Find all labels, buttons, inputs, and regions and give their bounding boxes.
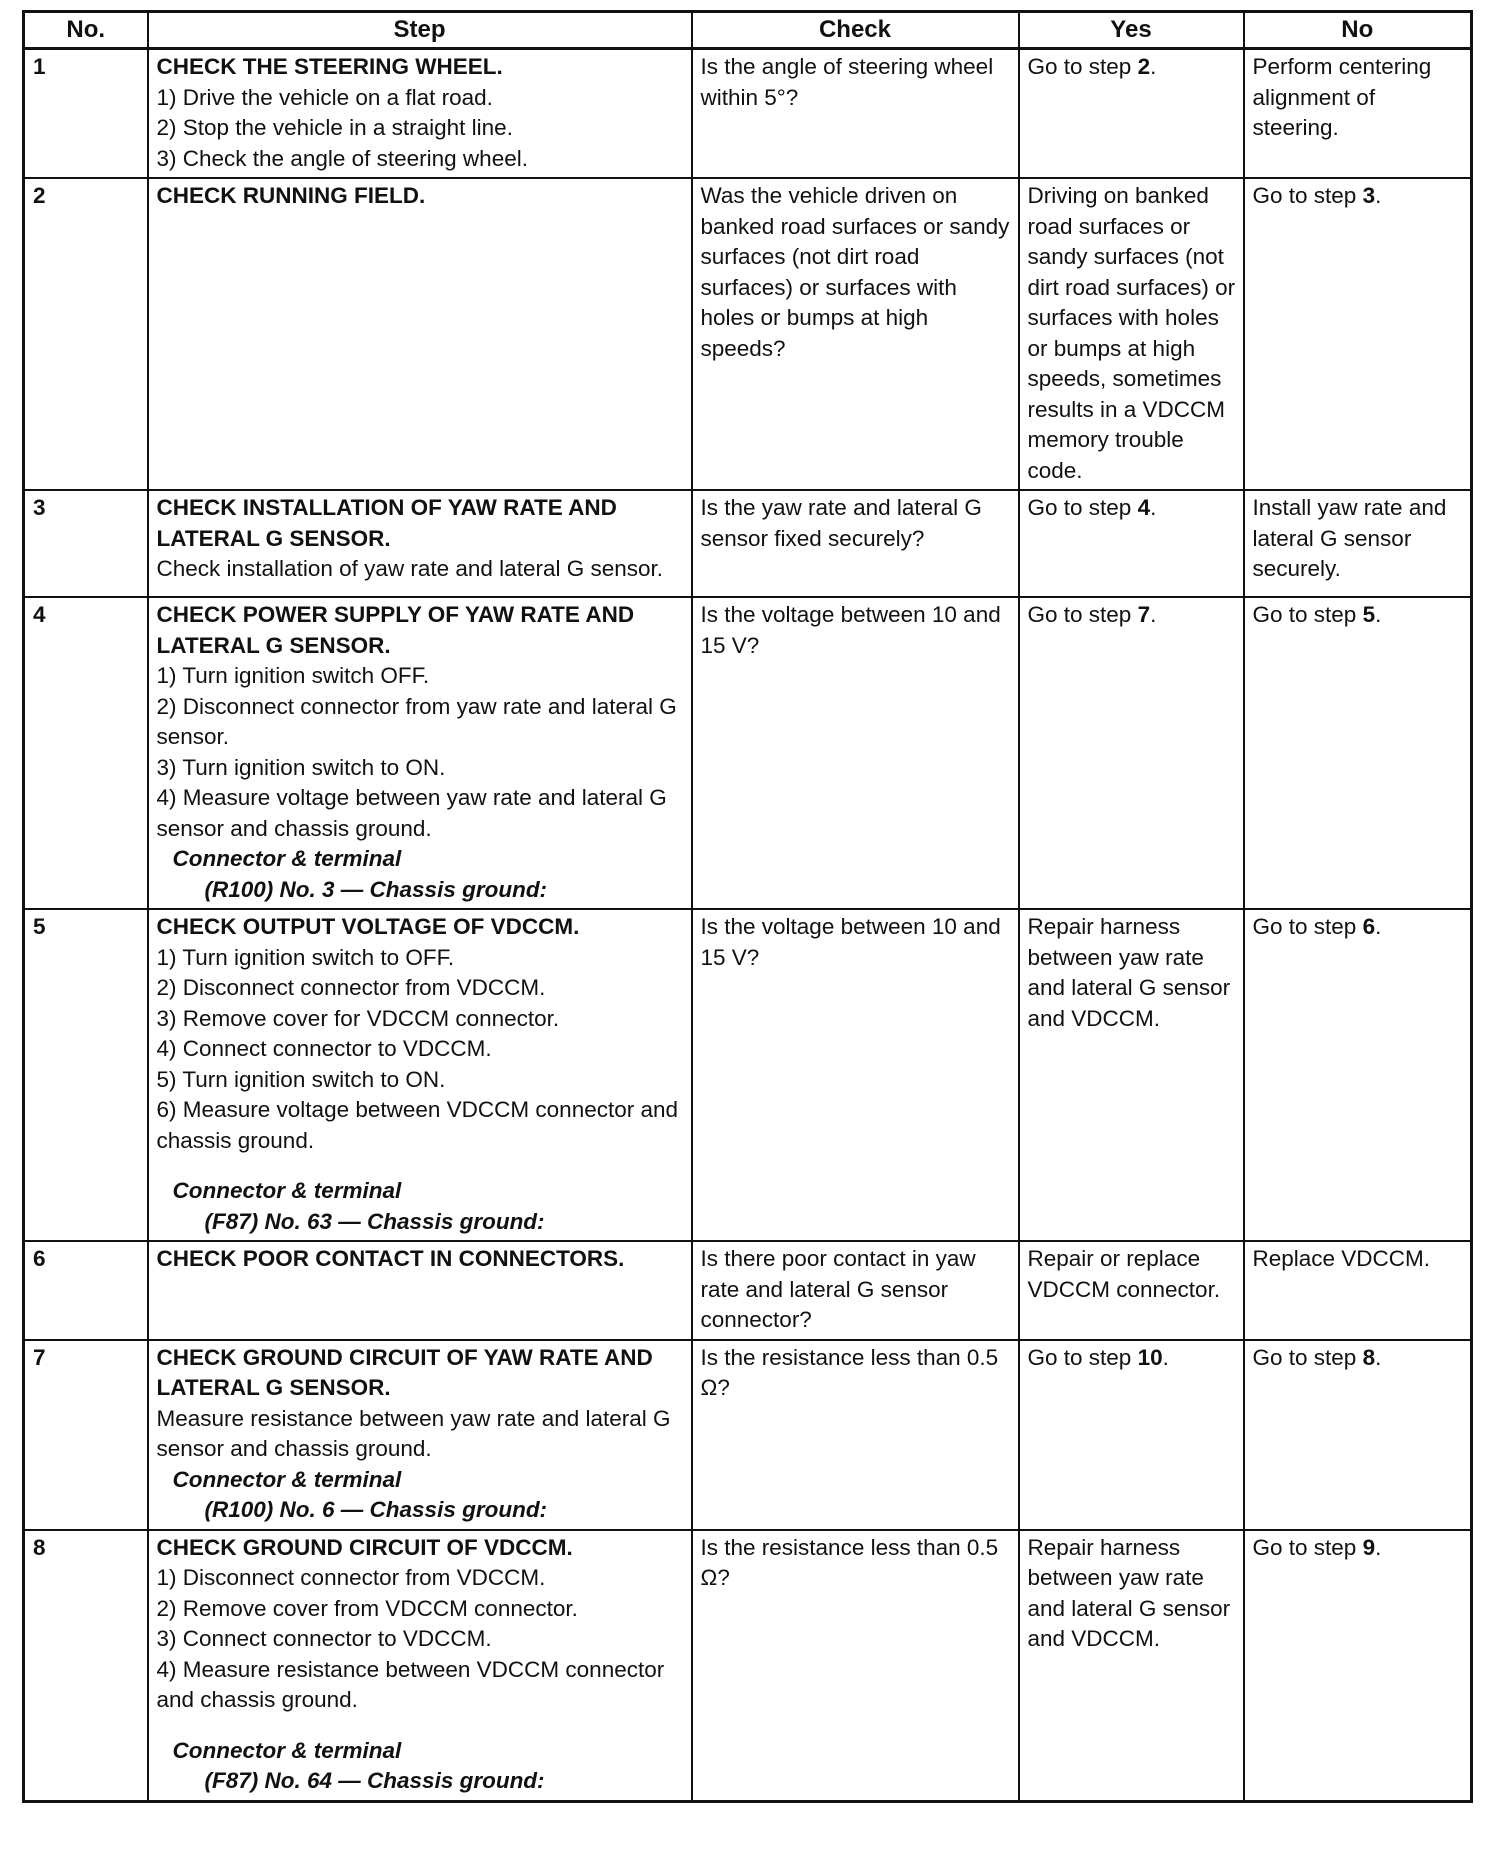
header-step: Step [148,12,692,49]
result-text: Go to step [1252,1534,1363,1560]
step-instruction: 3) Turn ignition switch to ON. [156,754,446,780]
step-instruction: 4) Measure resistance between VDCCM connector and chassis ground. [156,1656,665,1712]
header-no: No. [24,12,148,49]
result-text: Repair or replace VDCCM connector. [1027,1246,1221,1302]
step-instruction: 1) Turn ignition switch OFF. [156,663,430,688]
step-cell [148,49,692,179]
step-reference: 5 [1362,602,1376,627]
no-result [1244,49,1472,179]
step-title: CHECK INSTALLATION OF YAW RATE AND LATERAL G SENSOR. [156,495,617,551]
result-text: Repair harness between yaw rate and lateral G sensor and VDCCM. [1027,914,1231,1031]
table-row [24,597,1472,909]
step-title: CHECK OUTPUT VOLTAGE OF VDCCM. [156,914,580,939]
result-text: Go to step [1252,1344,1363,1370]
table-row [24,909,1472,1241]
step-cell [148,178,692,490]
step-reference: 7 [1137,602,1151,627]
table-row [24,49,1472,179]
table-row [24,178,1472,490]
yes-result [1019,178,1244,490]
header-no-answer: No [1244,12,1472,49]
no-result [1244,1530,1472,1802]
result-text: Go to step [1027,495,1138,520]
result-text: Go to step [1252,183,1363,208]
result-text: Replace VDCCM. [1252,1246,1431,1271]
step-instruction: 2) Stop the vehicle in a straight line. [156,115,513,140]
step-instruction: 3) Connect connector to VDCCM. [156,1626,492,1651]
step-number: 3 [24,490,148,597]
table-header [24,12,1472,49]
step-instruction: 1) Disconnect connector from VDCCM. [156,1565,546,1590]
step-instruction: 5) Turn ignition switch to ON. [156,1066,446,1092]
step-instruction: Measure resistance between yaw rate and lateral G sensor and chassis ground. [156,1405,671,1461]
step-instruction: 1) Drive the vehicle on a flat road. [156,84,493,110]
check-question: Is there poor contact in yaw rate and lateral G sensor connector? [692,1241,1019,1340]
step-instruction: 3) Remove cover for VDCCM connector. [156,1005,560,1031]
step-number: 6 [24,1241,148,1340]
diagnostic-table [22,10,1473,1803]
table-row [24,1340,1472,1530]
terminal-spec: (F87) No. 64 — Chassis ground: [204,1768,545,1793]
step-cell [148,909,692,1241]
yes-result [1019,490,1244,597]
step-number: 4 [24,597,148,909]
result-text: Go to step [1252,914,1363,939]
step-cell [148,490,692,597]
yes-result [1019,1340,1244,1530]
check-question: Is the angle of steering wheel within 5°? [692,49,1019,179]
step-title: CHECK THE STEERING WHEEL. [156,54,503,79]
step-instruction: 1) Turn ignition switch to OFF. [156,944,455,970]
no-result [1244,1241,1472,1340]
result-text: Go to step [1252,602,1363,627]
spacer [157,1156,685,1176]
result-suffix: . [1150,54,1157,79]
result-text: Perform centering alignment of steering. [1252,54,1432,140]
step-instruction: 3) Check the angle of steering wheel. [156,145,528,171]
connector-label: Connector & terminal [172,1178,402,1203]
step-number: 2 [24,178,148,490]
yes-result [1019,909,1244,1241]
no-result [1244,1340,1472,1530]
check-question: Is the voltage between 10 and 15 V? [692,909,1019,1241]
yes-result [1019,49,1244,179]
result-suffix: . [1375,183,1382,208]
no-result [1244,597,1472,909]
step-cell [148,597,692,909]
result-suffix: . [1150,602,1157,627]
connector-label: Connector & terminal [172,1466,402,1492]
terminal-spec: (R100) No. 6 — Chassis ground: [204,1497,548,1522]
terminal-spec: (F87) No. 63 — Chassis ground: [204,1208,545,1234]
check-question: Is the yaw rate and lateral G sensor fixed securely? [692,490,1019,597]
step-instruction: 6) Measure voltage between VDCCM connector and chassis ground. [156,1097,679,1153]
result-suffix: . [1162,1344,1169,1370]
step-reference: 10 [1137,1344,1163,1370]
step-number: 7 [24,1340,148,1530]
step-cell [148,1530,692,1802]
result-suffix: . [1375,1344,1382,1370]
check-question: Is the voltage between 10 and 15 V? [692,597,1019,909]
step-reference: 3 [1362,183,1376,208]
result-text: Go to step [1027,602,1138,627]
terminal-spec: (R100) No. 3 — Chassis ground: [204,876,548,902]
table-row [24,490,1472,597]
result-text: Repair harness between yaw rate and lateral G sensor and VDCCM. [1027,1534,1231,1651]
no-result [1244,178,1472,490]
step-title: CHECK GROUND CIRCUIT OF YAW RATE AND LATERAL G SENSOR. [156,1344,653,1400]
step-title: CHECK GROUND CIRCUIT OF VDCCM. [156,1534,573,1560]
connector-label: Connector & terminal [172,1737,402,1763]
result-text: Go to step [1027,1344,1138,1370]
step-instruction: 2) Remove cover from VDCCM connector. [156,1595,578,1621]
step-number: 1 [24,49,148,179]
step-instruction: 4) Connect connector to VDCCM. [156,1036,492,1061]
step-title: CHECK POWER SUPPLY OF YAW RATE AND LATERAL G SENSOR. [156,602,635,658]
no-result [1244,909,1472,1241]
step-instruction: 4) Measure voltage between yaw rate and lateral G sensor and chassis ground. [156,785,667,841]
step-instruction: 2) Disconnect connector from VDCCM. [156,975,546,1000]
yes-result [1019,597,1244,909]
connector-label: Connector & terminal [172,846,402,871]
step-reference: 9 [1362,1534,1376,1560]
step-cell [148,1241,692,1340]
check-question: Was the vehicle driven on banked road surfaces or sandy surfaces (not dirt road surfaces) or surfaces with holes or bumps at high speeds? [692,178,1019,490]
result-text: Go to step [1027,54,1138,79]
header-check: Check [692,12,1019,49]
spacer [157,1716,685,1736]
table-body [24,49,1472,1802]
table-row [24,1241,1472,1340]
result-suffix: . [1375,914,1382,939]
result-suffix: . [1150,495,1157,520]
table-row [24,1530,1472,1802]
step-title: CHECK POOR CONTACT IN CONNECTORS. [156,1246,625,1271]
step-reference: 8 [1362,1344,1376,1370]
step-instruction: 2) Disconnect connector from yaw rate and lateral G sensor. [156,693,677,749]
step-title: CHECK RUNNING FIELD. [156,183,426,208]
result-suffix: . [1375,602,1382,627]
step-cell [148,1340,692,1530]
check-question: Is the resistance less than 0.5 Ω? [692,1530,1019,1802]
step-reference: 4 [1137,495,1151,520]
no-result [1244,490,1472,597]
header-yes: Yes [1019,12,1244,49]
yes-result [1019,1241,1244,1340]
result-text: Driving on banked road surfaces or sandy surfaces (not dirt road surfaces) or surfaces with holes or bumps at high speeds, sometimes results in a VDCCM memory trouble code. [1027,183,1236,483]
result-text: Install yaw rate and lateral G sensor securely. [1252,495,1447,581]
result-suffix: . [1375,1534,1382,1560]
step-reference: 2 [1137,54,1151,79]
step-number: 8 [24,1530,148,1802]
check-question: Is the resistance less than 0.5 Ω? [692,1340,1019,1530]
yes-result [1019,1530,1244,1802]
step-instruction: Check installation of yaw rate and lateral G sensor. [156,556,664,581]
step-reference: 6 [1362,914,1376,939]
step-number: 5 [24,909,148,1241]
